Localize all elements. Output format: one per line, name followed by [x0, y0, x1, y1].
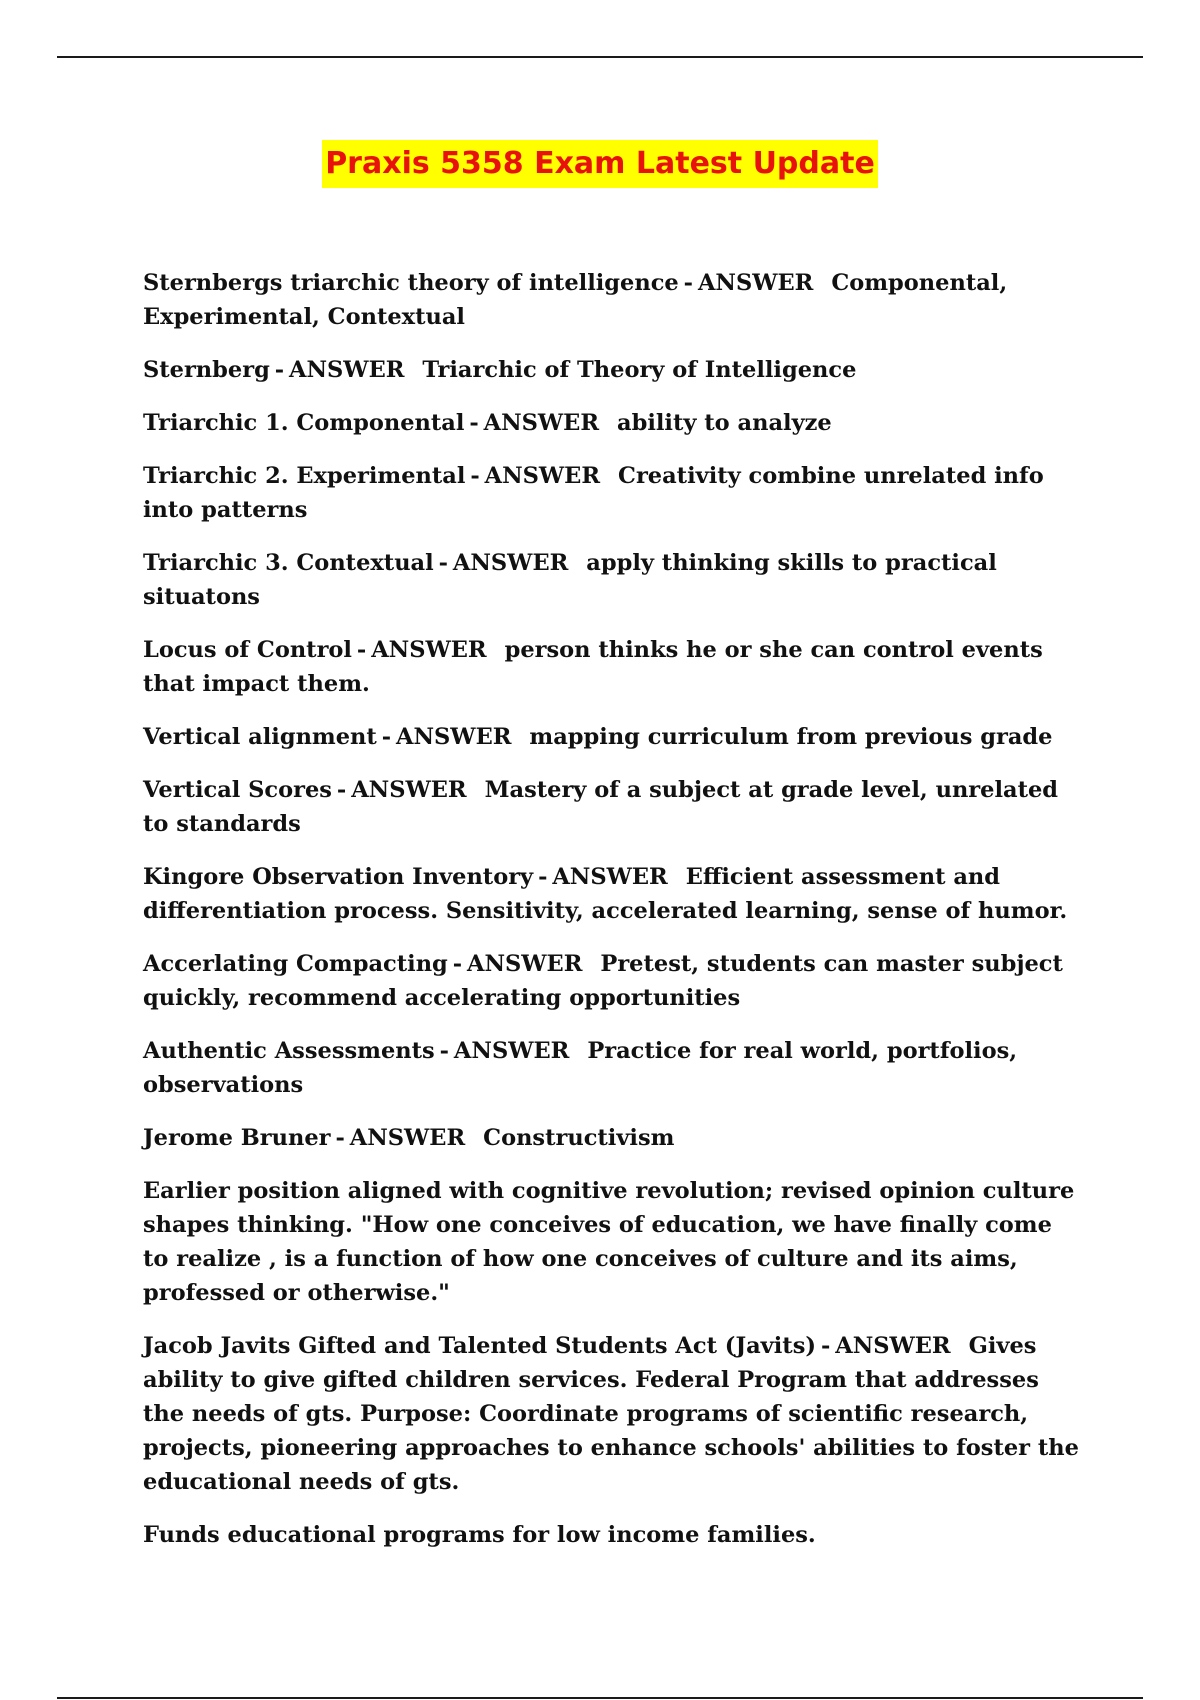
answer: Gives ability to give gifted children services. Federal Program that addresses the needs of gts. Purpose: Coordinate programs of scientific research, projects, pioneering approaches to enhance schools' abilities to foster the educational needs of gts. [143, 1333, 1079, 1495]
separator: - [336, 777, 347, 803]
qa-item [143, 947, 1083, 1015]
separator: - [381, 724, 392, 750]
answer-label: ANSWER [697, 270, 814, 296]
question: Vertical Scores [143, 777, 332, 803]
separator: - [274, 357, 285, 383]
question: Triarchic 2. Experimental [143, 463, 466, 489]
separator: - [683, 270, 693, 296]
question: Triarchic 1. Componental [143, 410, 465, 436]
answer: Triarchic of Theory of Intelligence [422, 357, 857, 383]
answer: Mastery of a subject at grade level, unrelated to standards [143, 777, 1059, 837]
answer: Componental, Experimental, Contextual [143, 270, 1008, 330]
answer-label: ANSWER [453, 1038, 570, 1064]
answer-label: ANSWER [452, 550, 569, 576]
qa-item [143, 546, 1083, 614]
answer-label: ANSWER [371, 637, 487, 663]
question: Authentic Assessments [143, 1038, 435, 1064]
separator: - [438, 550, 448, 576]
answer: Creativity combine unrelated info into patterns [143, 463, 1044, 523]
answer: ability to analyze [617, 410, 832, 436]
question: Accerlating Compacting [143, 951, 448, 977]
question: Locus of Control [143, 637, 352, 663]
answer-label: ANSWER [351, 777, 467, 803]
qa-item [143, 633, 1083, 701]
answer-label: ANSWER [552, 864, 668, 890]
question: Vertical alignment [143, 724, 377, 750]
answer: person thinks he or she can control events that impact them. [143, 637, 1043, 697]
qa-item [143, 353, 1083, 387]
qa-item [143, 860, 1083, 928]
qa-item [143, 406, 1083, 440]
separator: - [452, 951, 463, 977]
question: Kingore Observation Inventory [143, 864, 534, 890]
answer: Efficient assessment and differentiation process. Sensitivity, accelerated learning, sense of humor. [143, 864, 1068, 924]
separator: - [335, 1125, 345, 1151]
separator: - [439, 1038, 449, 1064]
qa-item [143, 1121, 1083, 1155]
page-title: Praxis 5358 Exam Latest Update [322, 140, 878, 188]
qa-item [143, 1034, 1083, 1102]
title-container [0, 140, 1200, 188]
separator: - [820, 1333, 831, 1359]
qa-item [143, 720, 1083, 754]
answer-label: ANSWER [289, 357, 405, 383]
closing-paragraph: Funds educational programs for low income families. [143, 1522, 816, 1548]
question: Triarchic 3. Contextual [143, 550, 434, 576]
answer-label: ANSWER [835, 1333, 951, 1359]
question: Sternbergs triarchic theory of intelligence [143, 270, 679, 296]
qa-item [143, 266, 1083, 334]
answer-label: ANSWER [483, 410, 600, 436]
separator: - [470, 463, 480, 489]
question: Sternberg [143, 357, 270, 383]
qa-item [143, 459, 1083, 527]
answer: Constructivism [483, 1125, 675, 1151]
answer: mapping curriculum from previous grade [529, 724, 1053, 750]
bottom-rule [57, 1697, 1143, 1699]
answer: Practice for real world, portfolios, observations [143, 1038, 1018, 1098]
qa-list [143, 266, 1083, 1571]
separator: - [469, 410, 479, 436]
answer-label: ANSWER [349, 1125, 466, 1151]
question: Jerome Bruner [143, 1125, 331, 1151]
answer-label: ANSWER [484, 463, 601, 489]
answer: apply thinking skills to practical situatons [143, 550, 997, 610]
paragraph: Earlier position aligned with cognitive revolution; revised opinion culture shapes thinking. "How one conceives of education, we have finally come to realize , is a function of how one conceives of culture and its aims, professed or otherwise." [143, 1178, 1075, 1306]
top-rule [57, 56, 1143, 58]
question: Jacob Javits Gifted and Talented Students Act (Javits) [143, 1333, 817, 1359]
separator: - [356, 637, 367, 663]
answer-label: ANSWER [396, 724, 512, 750]
separator: - [538, 864, 548, 890]
qa-item [143, 1329, 1083, 1499]
answer: Pretest, students can master subject quickly, recommend accelerating opportunities [143, 951, 1063, 1011]
qa-item [143, 773, 1083, 841]
answer-label: ANSWER [467, 951, 583, 977]
